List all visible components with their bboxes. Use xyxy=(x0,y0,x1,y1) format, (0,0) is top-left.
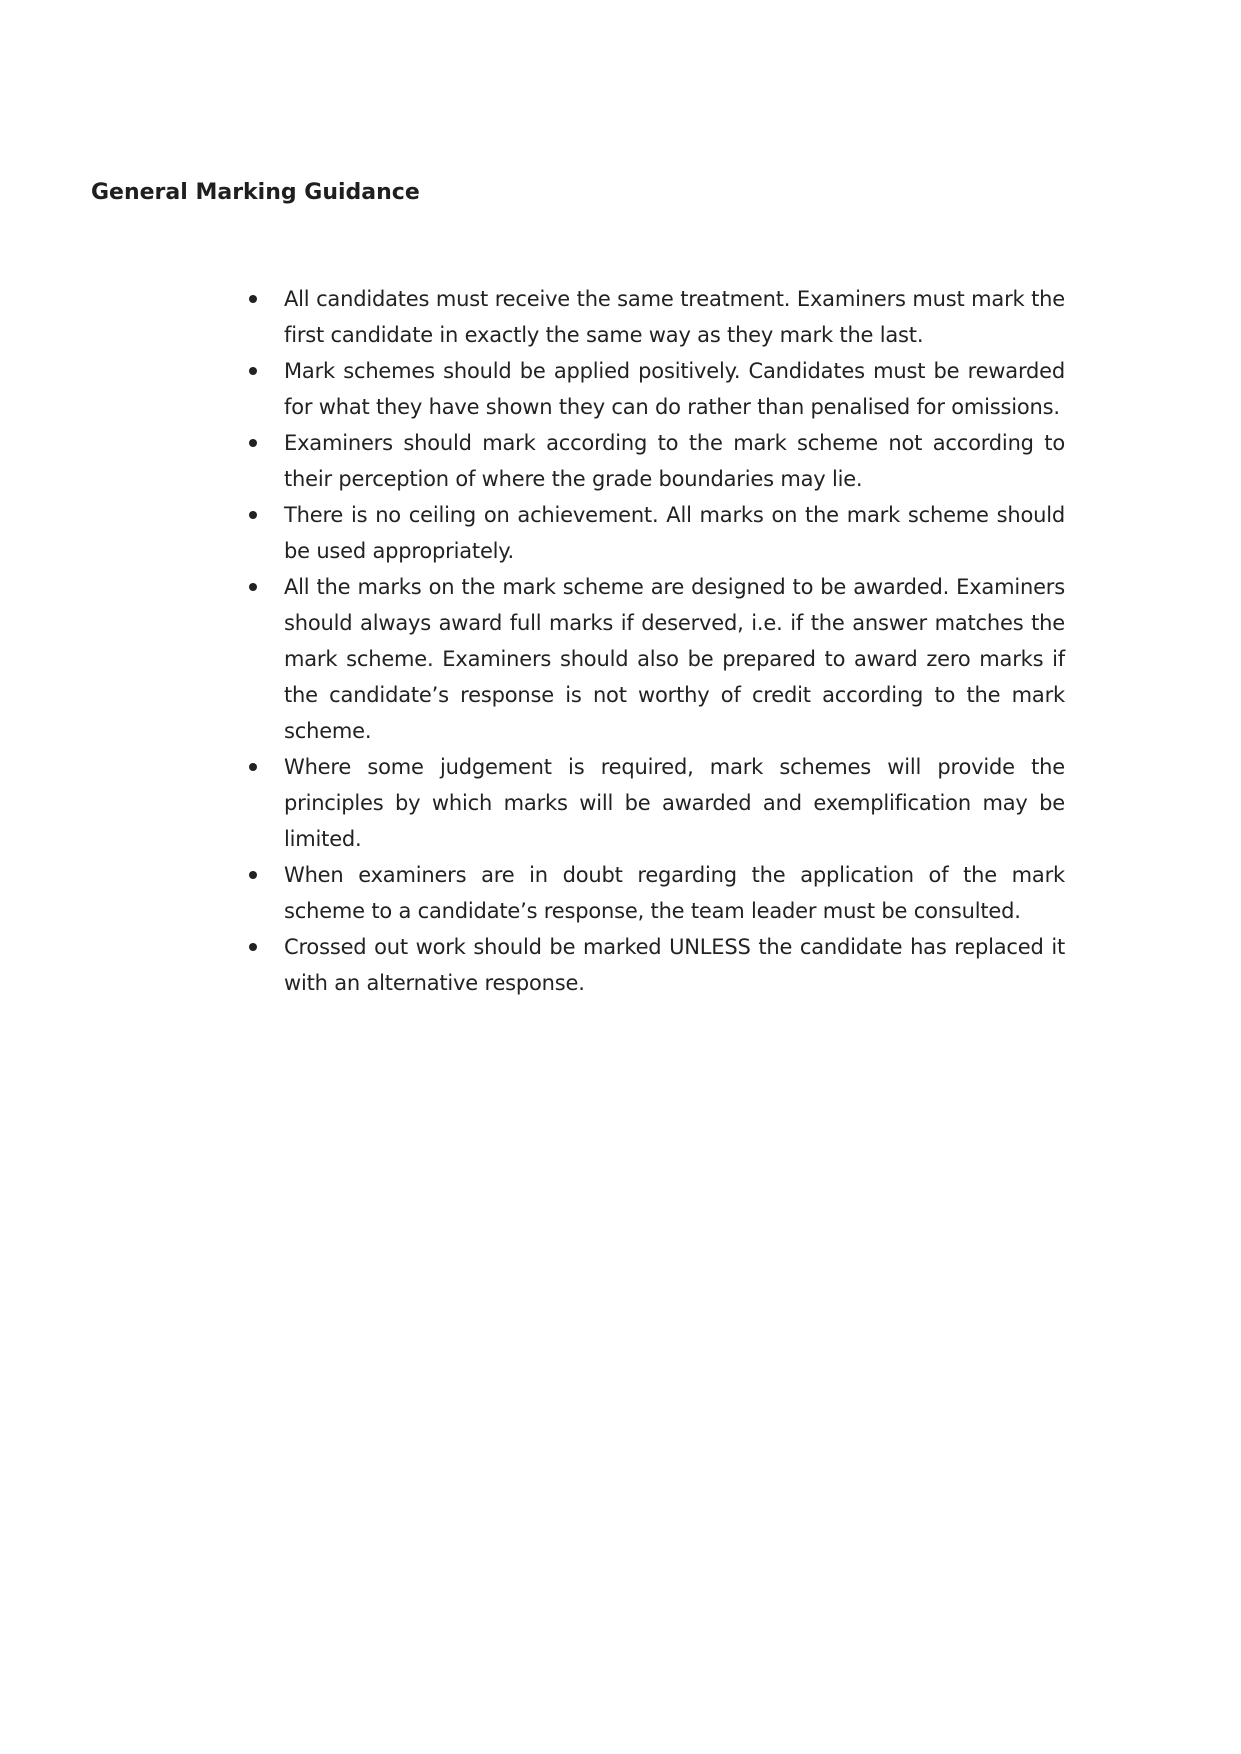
list-item-text: All the marks on the mark scheme are designed to be awarded. Examiners should always award full marks if deserved, i.e. if the answer matches the mark scheme. Examiners should also be prepared to award zero marks if the candidate’s response is not worthy of credit according to the mark scheme. xyxy=(284,575,1065,743)
bullet-icon xyxy=(249,583,257,591)
bullet-icon xyxy=(249,763,257,771)
bullet-icon xyxy=(249,295,257,303)
list-item xyxy=(244,749,1065,857)
list-item-text: There is no ceiling on achievement. All marks on the mark scheme should be used appropriately. xyxy=(284,503,1065,563)
bullet-icon xyxy=(249,367,257,375)
list-item xyxy=(244,425,1065,497)
list-item xyxy=(244,497,1065,569)
list-item-text: Mark schemes should be applied positively. Candidates must be rewarded for what they have shown they can do rather than penalised for omissions. xyxy=(284,359,1065,419)
page-title: General Marking Guidance xyxy=(91,180,420,205)
bullet-icon xyxy=(249,943,257,951)
bullet-icon xyxy=(249,871,257,879)
list-item-text: Examiners should mark according to the mark scheme not according to their perception of where the grade boundaries may lie. xyxy=(284,431,1065,491)
list-item-text: Where some judgement is required, mark schemes will provide the principles by which marks will be awarded and exemplification may be limited. xyxy=(284,755,1065,851)
list-item xyxy=(244,281,1065,353)
guidance-list xyxy=(244,281,1065,1001)
list-item-text: When examiners are in doubt regarding the application of the mark scheme to a candidate’s response, the team leader must be consulted. xyxy=(284,863,1065,923)
bullet-icon xyxy=(249,439,257,447)
list-item xyxy=(244,353,1065,425)
list-item xyxy=(244,929,1065,1001)
list-item-text: All candidates must receive the same treatment. Examiners must mark the first candidate in exactly the same way as they mark the last. xyxy=(284,287,1065,347)
list-item xyxy=(244,857,1065,929)
list-item xyxy=(244,569,1065,749)
bullet-icon xyxy=(249,511,257,519)
list-item-text: Crossed out work should be marked UNLESS the candidate has replaced it with an alternative response. xyxy=(284,935,1065,995)
